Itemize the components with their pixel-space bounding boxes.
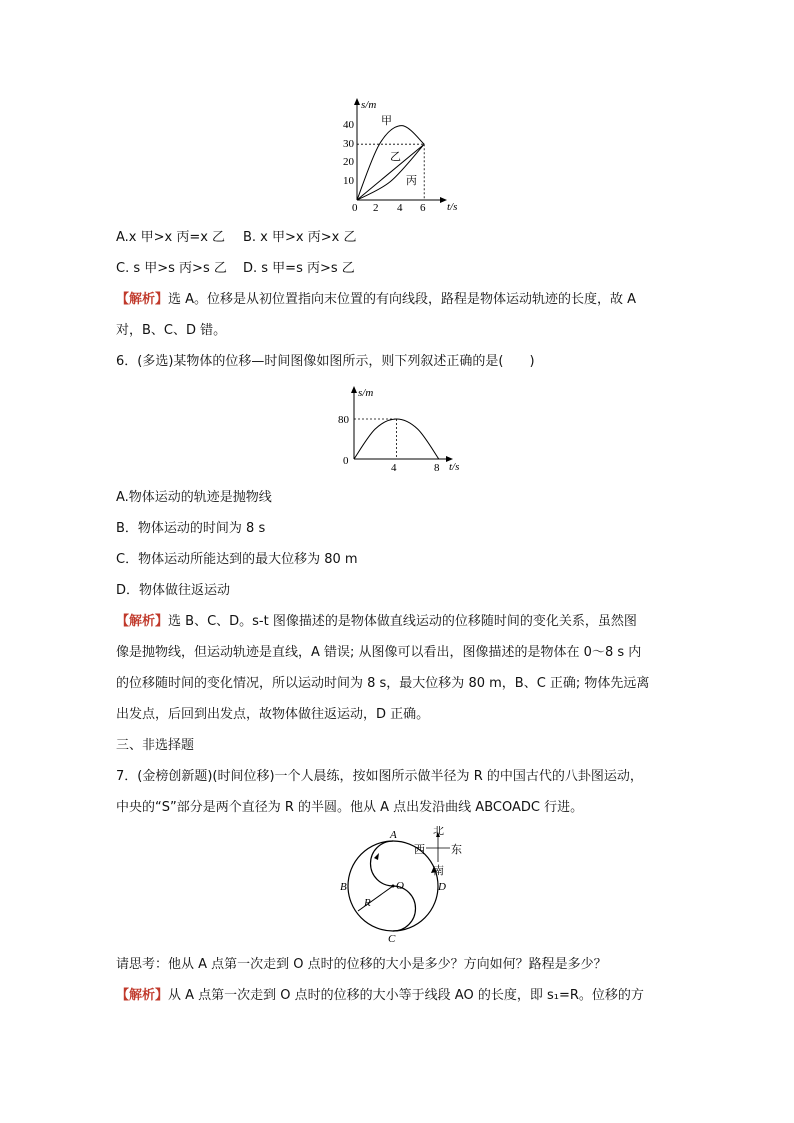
y-tick-label: 80 (338, 414, 349, 426)
bagua-diagram (334, 826, 474, 948)
q6-option-c: C．物体运动所能达到的最大位移为 80 m (116, 552, 358, 567)
q6-answer-line-4: 出发点，后回到出发点，故物体做往返运动，D 正确。 (116, 707, 430, 722)
q6-option-d: D．物体做往返运动 (116, 583, 231, 598)
curve-label-bing: 丙 (406, 175, 417, 187)
direction-arrow-icon (374, 853, 379, 860)
q7-answer-line-1 (116, 986, 644, 1006)
x-axis-label: t/s (447, 201, 458, 213)
y-tick-label: 40 (343, 119, 354, 131)
q6-answer-line-2: 像是抛物线，但运动轨迹是直线，A 错误; 从图像可以看出，图像描述的是物体在 0～8 s 内 (116, 645, 642, 660)
compass-east: 东 (451, 844, 462, 856)
q6-answer-line-3: 的位移随时间的变化情况，所以运动时间为 8 s，最大位移为 80 m，B、C 正确; 物体先远离 (116, 676, 650, 691)
compass-south: 南 (433, 865, 444, 877)
st-chart-2 (332, 384, 472, 476)
point-o-label: O (396, 880, 404, 892)
curve-label-jia: 甲 (381, 115, 392, 127)
y-tick-label: 10 (343, 175, 354, 187)
x-tick-label: 4 (397, 202, 403, 214)
curve-label-yi: 乙 (390, 151, 401, 163)
q5-option-a: A.x 甲>x 丙=x 乙 (116, 230, 226, 245)
x-axis-label: t/s (449, 461, 460, 473)
y-axis-label: s/m (361, 99, 377, 111)
x-axis-arrow-icon (440, 197, 447, 203)
q5-answer-line-1 (116, 290, 636, 310)
point-a-label: A (390, 829, 397, 841)
q5-answer-line-2: 对，B、C、D 错。 (116, 323, 227, 338)
q5-option-d: D. s 甲=s 丙>s 乙 (243, 261, 355, 276)
x-tick-label: 0 (343, 455, 349, 467)
x-tick-label: 6 (420, 202, 426, 214)
q7-stem-line-1: 7．(金榜创新题)(时间位移)一个人晨练，按如图所示做半径为 R 的中国古代的八卦图运动， (116, 769, 643, 784)
answer-text: 选 A。位移是从初位置指向末位置的有向线段，路程是物体运动轨迹的长度，故 A (168, 292, 637, 307)
compass-west: 西 (414, 844, 425, 856)
q7-stem-line-2: 中央的“S”部分是两个直径为 R 的半圆。他从 A 点出发沿曲线 ABCOADC 行进。 (116, 800, 584, 815)
y-axis-label: s/m (358, 387, 374, 399)
x-tick-label: 4 (391, 462, 397, 474)
x-tick-label: 2 (373, 202, 379, 214)
x-tick-label: 8 (434, 462, 440, 474)
q5-option-c: C. s 甲>s 丙>s 乙 (116, 261, 227, 276)
point-b-label: B (340, 881, 347, 893)
answer-tag: 【解析】 (116, 614, 169, 629)
y-axis-arrow-icon (351, 386, 357, 393)
answer-tag: 【解析】 (116, 292, 169, 307)
answer-text: 选 B、C、D。s-t 图像描述的是物体做直线运动的位移随时间的变化关系，虽然图 (168, 614, 637, 629)
y-axis-arrow-icon (354, 98, 360, 105)
st-chart-1 (330, 96, 480, 216)
q6-stem: 6．(多选)某物体的位移—时间图像如图所示，则下列叙述正确的是( ) (116, 354, 535, 369)
y-tick-label: 20 (343, 156, 354, 168)
x-tick-label: 0 (352, 202, 358, 214)
compass-north: 北 (433, 826, 444, 837)
center-point (392, 885, 395, 888)
point-c-label: C (388, 933, 396, 945)
q6-option-b: B．物体运动的时间为 8 s (116, 521, 266, 536)
q5-option-b: B. x 甲>x 丙>x 乙 (243, 230, 357, 245)
point-d-label: D (438, 881, 446, 893)
answer-tag: 【解析】 (116, 988, 169, 1003)
section-heading: 三、非选择题 (116, 738, 195, 753)
q7-question: 请思考：他从 A 点第一次走到 O 点时的位移的大小是多少？方向如何？路程是多少？ (116, 957, 607, 972)
q6-option-a: A.物体运动的轨迹是抛物线 (116, 490, 272, 505)
radius-label: R (364, 897, 371, 909)
answer-text: 从 A 点第一次走到 O 点时的位移的大小等于线段 AO 的长度，即 s₁=R。位移的方 (168, 988, 644, 1003)
q6-answer-line-1 (116, 612, 637, 632)
y-tick-label: 30 (343, 138, 354, 150)
